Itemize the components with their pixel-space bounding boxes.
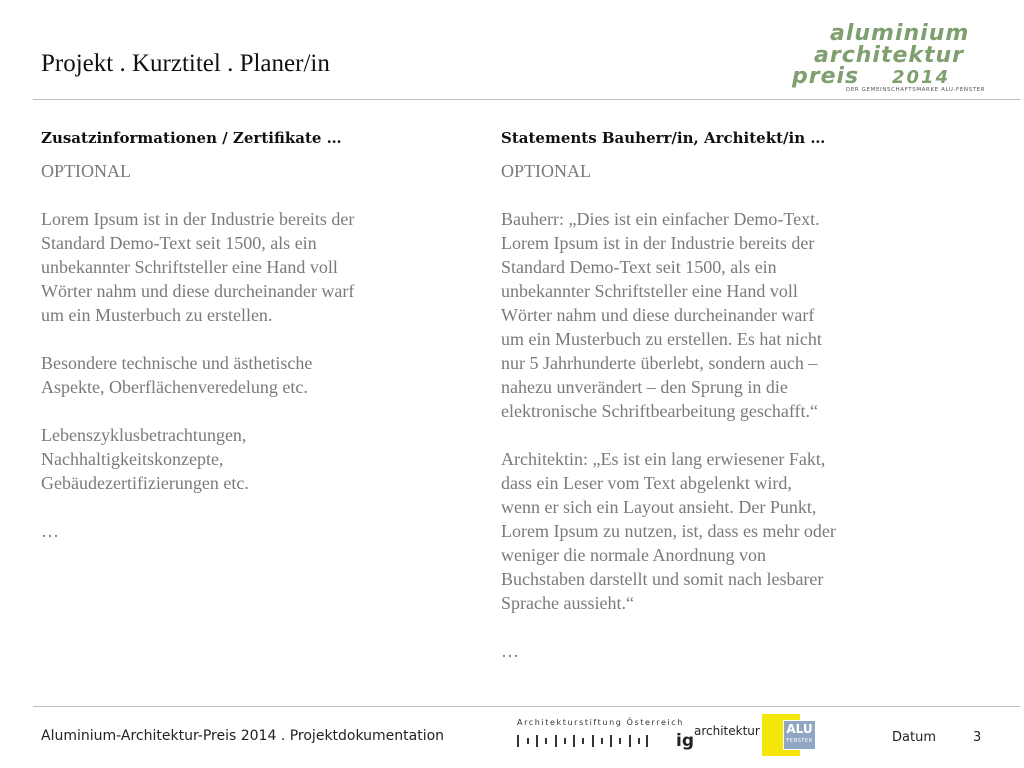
left-paragraph	[41, 159, 461, 183]
text-line: um ein Musterbuch zu erstellen.	[41, 305, 273, 325]
alu-badge-small: FENSTER	[786, 738, 813, 744]
logo-word-architektur: architektur	[814, 43, 965, 68]
text-line: Standard Demo-Text seit 1500, als ein	[41, 233, 317, 253]
page-number: 3	[973, 730, 982, 745]
right-paragraph	[501, 447, 931, 615]
text-line: dass ein Leser vom Text abgelenkt wird,	[501, 473, 792, 493]
slide-title: Projekt . Kurztitel . Planer/in	[41, 50, 330, 77]
ig-logo-word: architektur	[694, 724, 760, 738]
left-paragraph	[41, 519, 461, 543]
text-line: …	[501, 641, 519, 661]
text-line: Wörter nahm und diese durcheinander warf	[41, 281, 355, 301]
logo-tagline: DER GEMEINSCHAFTSMARKE ALU-FENSTER	[846, 87, 986, 93]
text-line: Bauherr: „Dies ist ein einfacher Demo-Text.	[501, 209, 820, 229]
text-line: OPTIONAL	[41, 161, 131, 181]
text-line: Sprache aussieht.“	[501, 593, 634, 613]
text-line: Lorem Ipsum ist in der Industrie bereits der	[41, 209, 355, 229]
text-line: wenn er sich ein Layout ansieht. Der Punkt,	[501, 497, 817, 517]
right-column	[501, 126, 931, 663]
text-line: Nachhaltigkeitskonzepte,	[41, 449, 224, 469]
right-column-heading: Statements Bauherr/in, Architekt/in …	[501, 129, 826, 147]
text-line: unbekannter Schriftsteller eine Hand voll	[501, 281, 798, 301]
text-line: Architektin: „Es ist ein lang erwiesener Fakt,	[501, 449, 826, 469]
right-column-body	[501, 159, 931, 663]
right-paragraph	[501, 639, 931, 663]
logo-word-aluminium: aluminium	[830, 21, 970, 46]
right-paragraph	[501, 159, 931, 183]
ig-architektur-logo	[676, 724, 760, 751]
ig-logo-prefix: ig	[676, 731, 694, 751]
header-divider	[33, 99, 1020, 100]
text-line: nahezu unverändert – den Sprung in die	[501, 377, 788, 397]
footer-title: Aluminium-Architektur-Preis 2014 . Projektdokumentation	[41, 728, 445, 744]
text-line: …	[41, 521, 59, 541]
text-line: elektronische Schriftbearbeitung geschafft.“	[501, 401, 819, 421]
architekturstiftung-logo	[517, 718, 684, 752]
alu-fenster-logo	[762, 714, 813, 756]
text-line: Lorem Ipsum ist in der Industrie bereits der	[501, 233, 815, 253]
right-paragraph	[501, 207, 931, 423]
date-label: Datum	[892, 730, 936, 745]
text-line: um ein Musterbuch zu erstellen. Es hat nicht	[501, 329, 822, 349]
text-line: OPTIONAL	[501, 161, 591, 181]
text-line: Aspekte, Oberflächenveredelung etc.	[41, 377, 308, 397]
text-line: unbekannter Schriftsteller eine Hand voll	[41, 257, 338, 277]
text-line: Lebenszyklusbetrachtungen,	[41, 425, 247, 445]
text-line: Lorem Ipsum zu nutzen, ist, dass es mehr oder	[501, 521, 836, 541]
text-line: Gebäudezertifizierungen etc.	[41, 473, 249, 493]
left-column-body	[41, 159, 461, 543]
logo-year: 2014	[892, 67, 951, 88]
text-line: Standard Demo-Text seit 1500, als ein	[501, 257, 777, 277]
text-line: Buchstaben darstellt und somit nach lesbarer	[501, 569, 824, 589]
left-paragraph	[41, 351, 461, 399]
left-column	[41, 126, 461, 543]
left-paragraph	[41, 207, 461, 327]
footer-divider	[33, 706, 1020, 707]
left-paragraph	[41, 423, 461, 495]
left-column-heading: Zusatzinformationen / Zertifikate …	[41, 129, 342, 147]
stiftung-name: Architekturstiftung Österreich	[517, 718, 684, 727]
stiftung-barcode-icon	[517, 733, 649, 747]
aluminium-architektur-preis-logo	[786, 18, 998, 94]
text-line: Besondere technische und ästhetische	[41, 353, 313, 373]
alu-fenster-badge	[783, 720, 816, 750]
text-line: Wörter nahm und diese durcheinander warf	[501, 305, 815, 325]
alu-badge-big: ALU	[786, 722, 813, 736]
logo-word-preis: preis	[792, 64, 860, 89]
text-line: weniger die normale Anordnung von	[501, 545, 766, 565]
text-line: nur 5 Jahrhunderte überlebt, sondern auch –	[501, 353, 818, 373]
